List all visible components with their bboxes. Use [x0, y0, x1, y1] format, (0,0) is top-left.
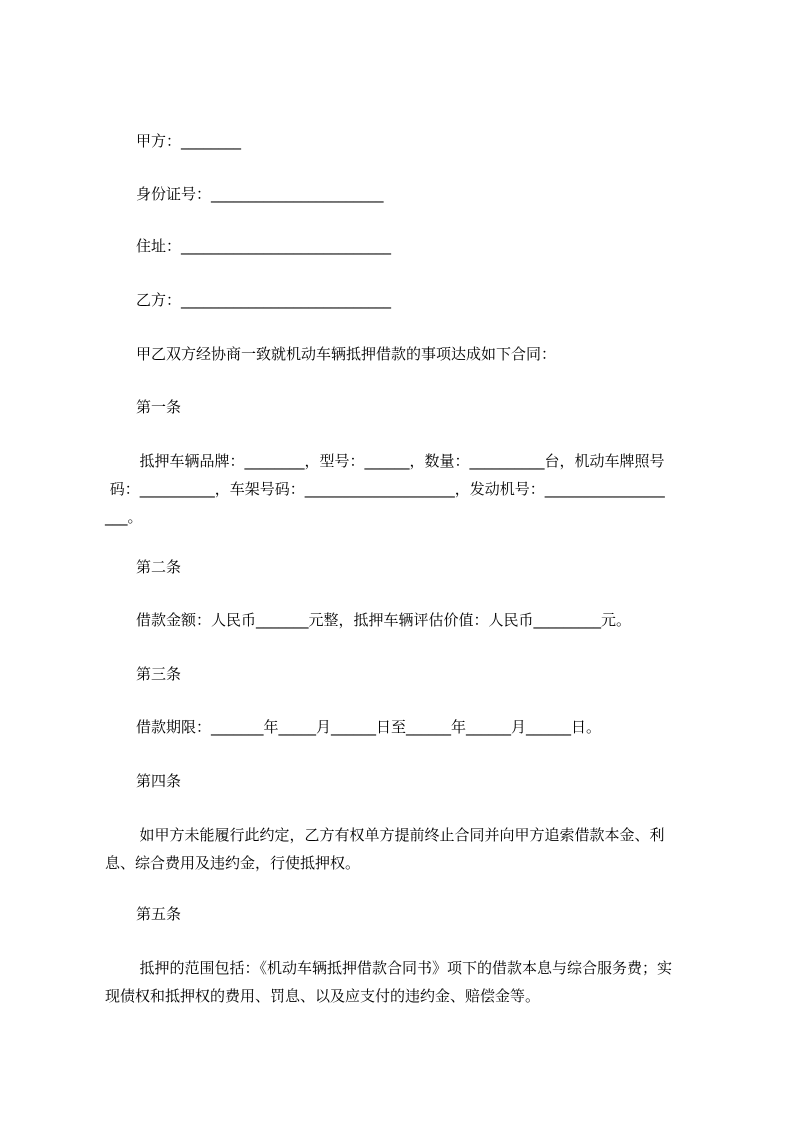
article5-heading: 第五条: [136, 905, 182, 923]
article4-line2: 息、综合费用及违约金，行使抵押权。: [105, 854, 361, 872]
article5-line2: 现债权和抵押权的费用、罚息、以及应支付的违约金、赔偿金等。: [105, 987, 541, 1005]
party-a-line: 甲方：________: [136, 132, 242, 150]
article4-line1: 如甲方未能履行此约定，乙方有权单方提前终止合同并向甲方追索借款本金、利: [130, 826, 665, 844]
article4-heading: 第四条: [136, 772, 182, 790]
article1-heading: 第一条: [136, 398, 182, 416]
id-number-line: 身份证号：_______________________: [136, 185, 384, 203]
article1-line3: ___。: [105, 508, 143, 526]
article3-text: 借款期限：_______年_____月______日至______年______月______日。: [136, 718, 602, 736]
address-line: 住址：____________________________: [136, 237, 392, 255]
article5-line1: 抵押的范围包括：《机动车辆抵押借款合同书》项下的借款本息与综合服务费；实: [130, 959, 673, 977]
article2-heading: 第二条: [136, 558, 182, 576]
article1-line2: 码：__________，车架号码：____________________，发动机号：________________: [105, 480, 665, 498]
article3-heading: 第三条: [136, 665, 182, 683]
intro-paragraph: 甲乙双方经协商一致就机动车辆抵押借款的事项达成如下合同：: [136, 345, 557, 363]
article2-text: 借款金额：人民币_______元整，抵押车辆评估价值：人民币_________元。: [136, 611, 632, 629]
party-b-line: 乙方：____________________________: [136, 291, 392, 309]
article1-line1: 抵押车辆品牌：________，型号：______，数量：__________台，机动车牌照号: [130, 452, 665, 470]
